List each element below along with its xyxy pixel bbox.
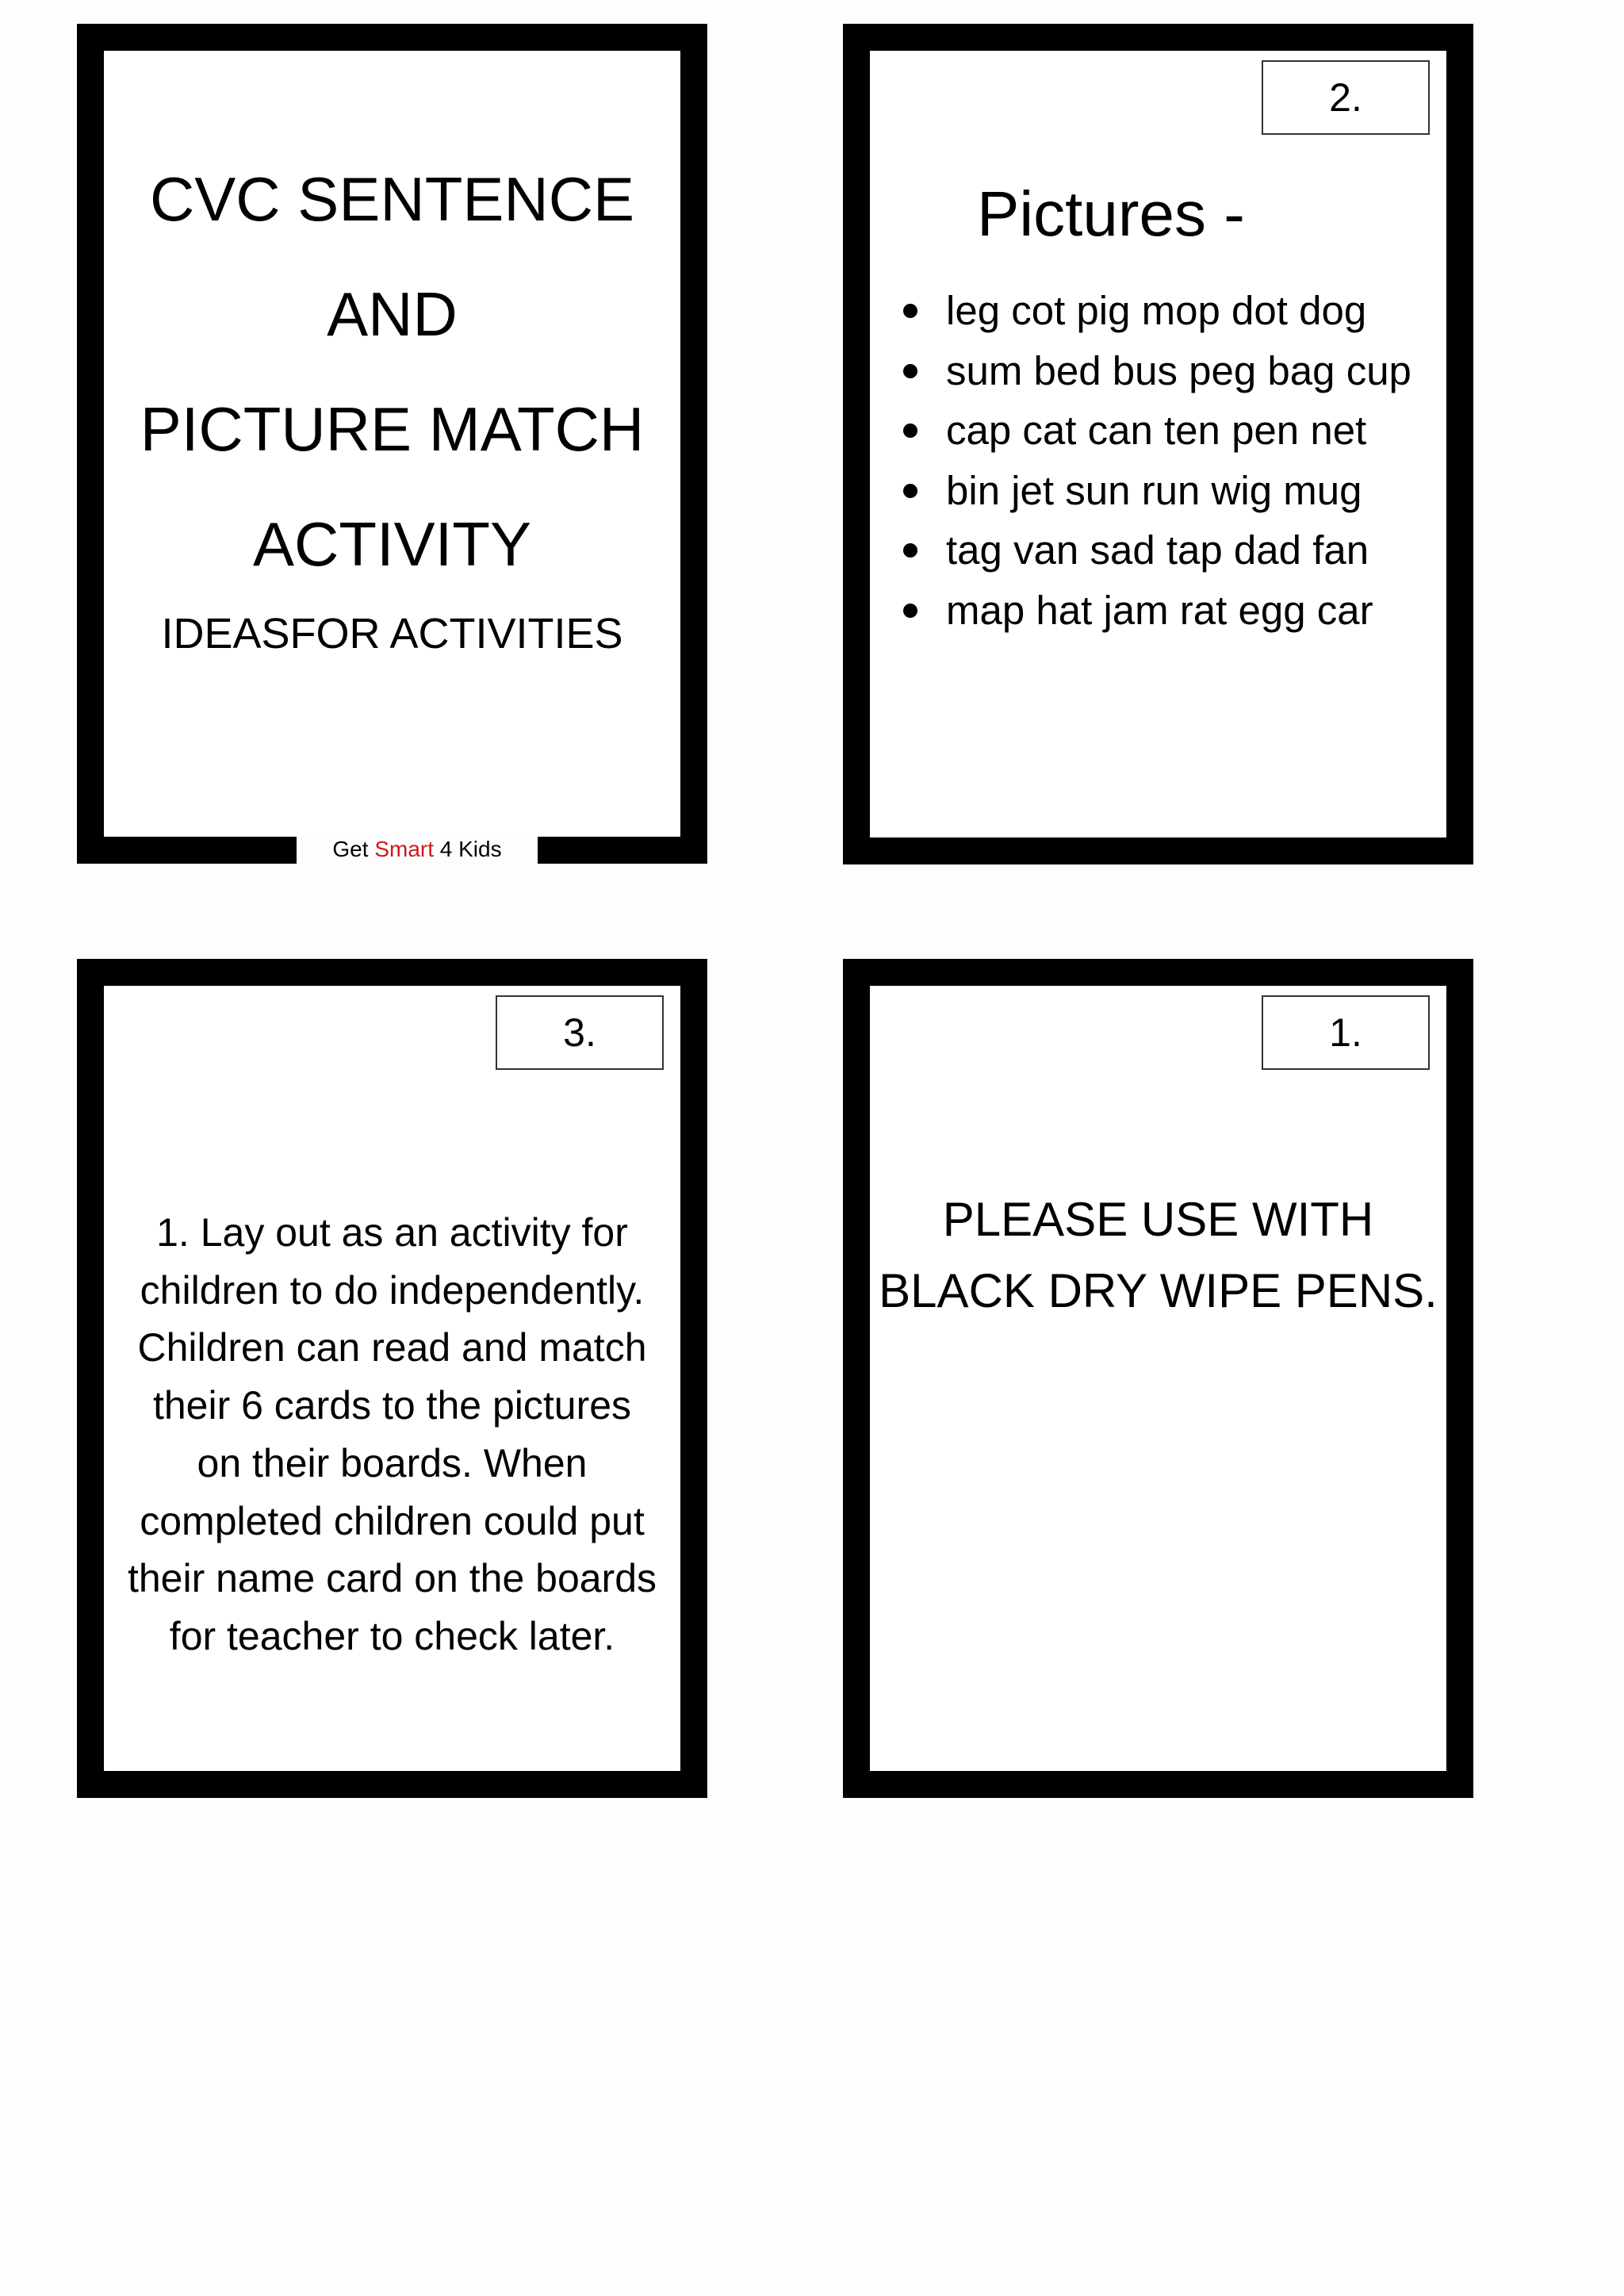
card-number-box: 2. bbox=[1262, 60, 1430, 135]
title-line-3: PICTURE MATCH bbox=[140, 394, 645, 464]
instruction-line: children to do independently. bbox=[140, 1267, 645, 1313]
bullet-icon bbox=[903, 424, 917, 438]
list-item-text: tag van sad tap dad fan bbox=[946, 527, 1369, 573]
list-item-text: bin jet sun run wig mug bbox=[946, 467, 1362, 513]
instruction-line: completed children could put bbox=[140, 1498, 645, 1543]
notice-line: BLACK DRY WIPE PENS. bbox=[879, 1264, 1438, 1317]
list-item-text: sum bed bus peg bag cup bbox=[946, 347, 1411, 393]
pictures-card bbox=[843, 24, 1473, 864]
credit-label bbox=[297, 835, 538, 864]
card-number-box: 1. bbox=[1262, 995, 1430, 1070]
list-item-text: leg cot pig mop dot dog bbox=[946, 288, 1367, 333]
title-card bbox=[77, 24, 707, 864]
list-item bbox=[895, 520, 1411, 581]
bullet-icon bbox=[903, 604, 917, 618]
bullet-icon bbox=[903, 364, 917, 378]
title-block bbox=[104, 142, 680, 665]
notice-line: PLEASE USE WITH bbox=[942, 1193, 1374, 1246]
instruction-line: their 6 cards to the pictures bbox=[152, 1383, 632, 1428]
instruction-line: 1. Lay out as an activity for bbox=[156, 1210, 628, 1255]
title-subtitle: IDEASFOR ACTIVITIES bbox=[161, 610, 623, 657]
list-item-text: cap cat can ten pen net bbox=[946, 408, 1367, 453]
notice-card bbox=[843, 959, 1473, 1798]
pictures-list bbox=[895, 281, 1411, 640]
list-item bbox=[895, 341, 1411, 401]
title-line-1: CVC SENTENCE bbox=[149, 164, 635, 234]
bullet-icon bbox=[903, 543, 917, 558]
bullet-icon bbox=[903, 484, 917, 498]
instruction-text bbox=[112, 1204, 672, 1665]
instruction-line: for teacher to check later. bbox=[169, 1613, 615, 1658]
bullet-icon bbox=[903, 304, 917, 318]
instruction-line: their name card on the boards bbox=[127, 1556, 657, 1601]
credit-smart: Smart bbox=[374, 837, 434, 861]
credit-get: Get bbox=[332, 837, 369, 861]
title-line-2: AND bbox=[327, 279, 458, 349]
title-line-4: ACTIVITY bbox=[252, 509, 532, 579]
list-item bbox=[895, 461, 1411, 521]
card-number-box: 3. bbox=[496, 995, 664, 1070]
instruction-line: Children can read and match bbox=[137, 1325, 647, 1370]
list-item bbox=[895, 401, 1411, 461]
notice-text bbox=[870, 1184, 1446, 1327]
credit-kids: 4 Kids bbox=[439, 837, 502, 861]
pictures-heading: Pictures - bbox=[977, 178, 1245, 249]
instruction-line: on their boards. When bbox=[197, 1440, 588, 1485]
list-item bbox=[895, 281, 1411, 341]
instruction-card bbox=[77, 959, 707, 1798]
list-item bbox=[895, 581, 1411, 641]
list-item-text: map hat jam rat egg car bbox=[946, 587, 1373, 633]
